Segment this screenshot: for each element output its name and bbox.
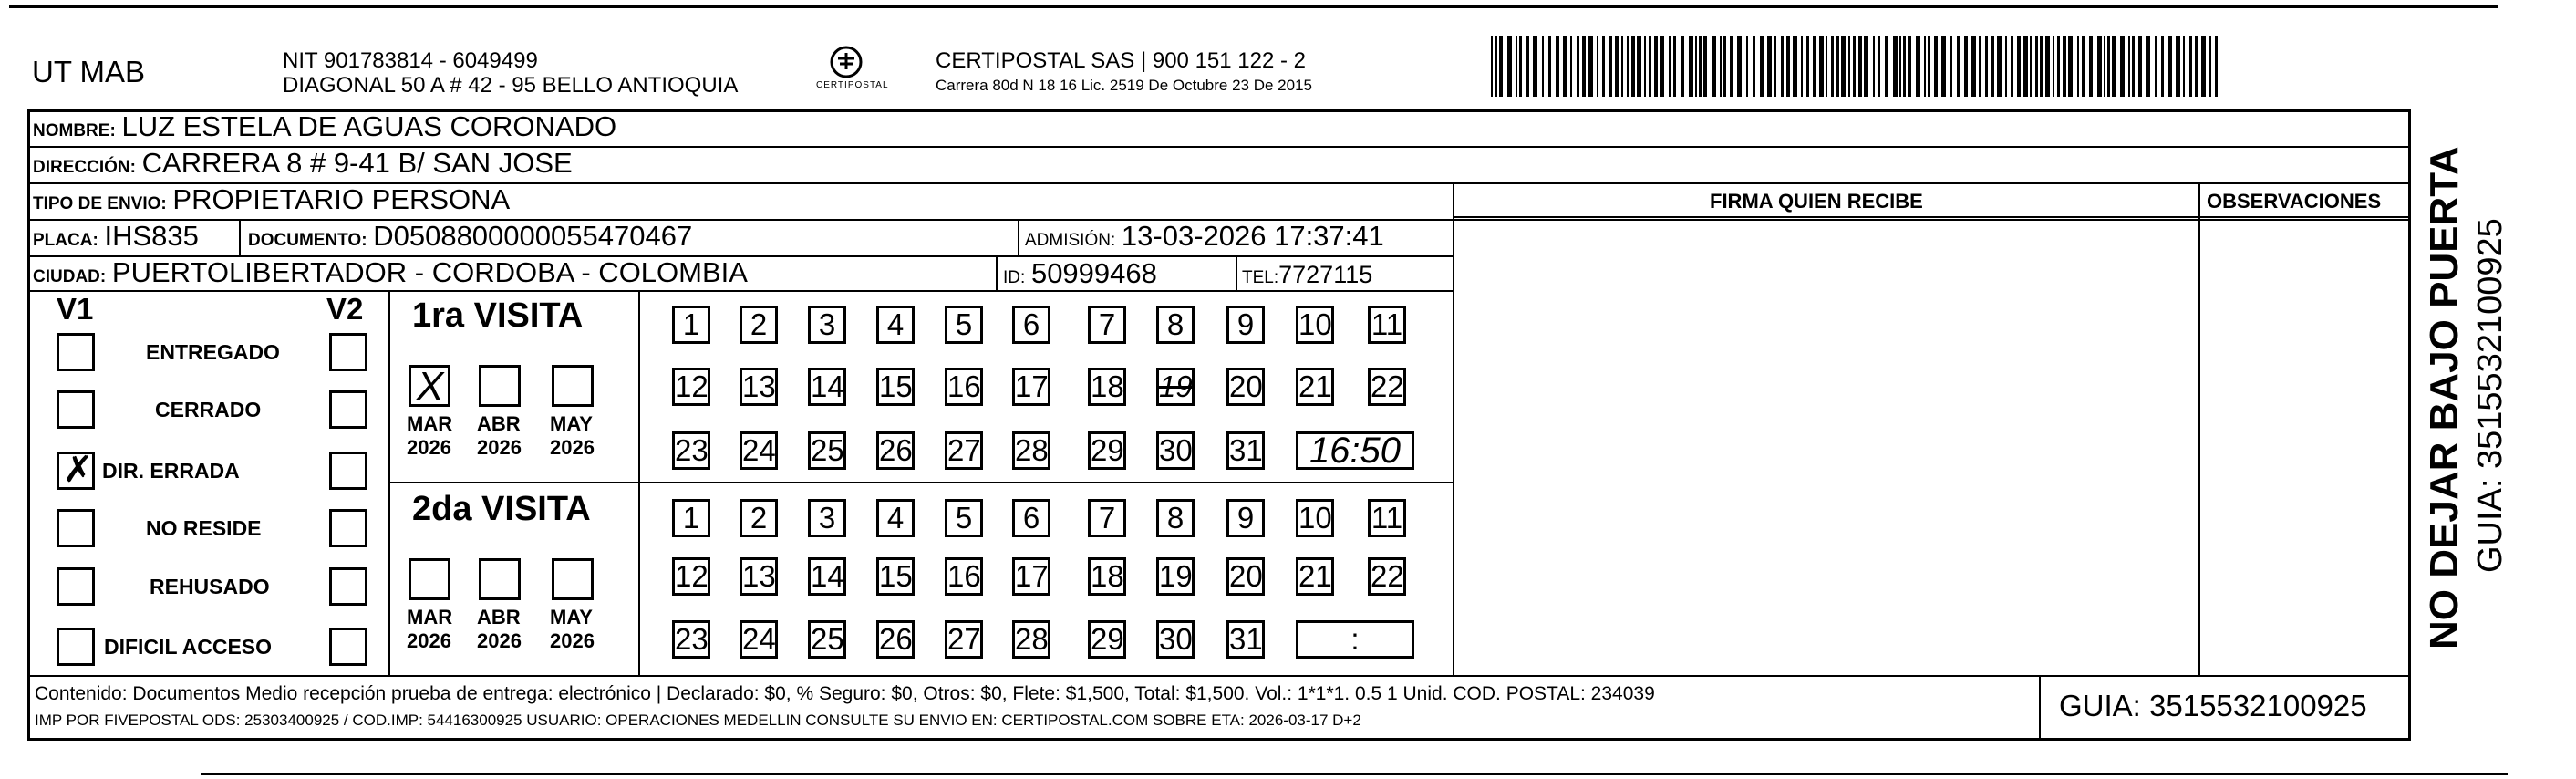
nombre-value: LUZ ESTELA DE AGUAS CORONADO — [121, 110, 617, 142]
month-label: MAY — [550, 606, 593, 628]
company-nit: NIT 901783814 - 6049499 — [283, 48, 538, 73]
day-box[interactable]: 29 — [1088, 431, 1126, 470]
day-box[interactable]: 31 — [1226, 620, 1265, 659]
day-box[interactable]: 3 — [808, 499, 846, 537]
day-box[interactable]: 4 — [876, 499, 915, 537]
logo-icon — [814, 42, 878, 106]
v1-checkbox[interactable] — [57, 333, 95, 371]
day-box[interactable]: 23 — [672, 620, 710, 659]
day-box[interactable]: 8 — [1156, 306, 1195, 344]
month-box[interactable] — [552, 558, 594, 600]
day-box[interactable]: 10 — [1296, 306, 1334, 344]
day-box[interactable]: 16 — [945, 368, 983, 406]
company-name: UT MAB — [32, 55, 146, 88]
id-value: 50999468 — [1030, 257, 1157, 289]
day-box[interactable]: 13 — [740, 557, 778, 596]
day-box[interactable]: 24 — [740, 431, 778, 470]
side-guia: GUIA: 3515532100925 — [2471, 218, 2509, 573]
month-label: MAY — [550, 412, 593, 435]
v1-checkbox[interactable] — [57, 390, 95, 429]
status-label: NO RESIDE — [146, 516, 262, 540]
col-line — [996, 255, 998, 290]
nombre-label: NOMBRE: — [33, 121, 116, 140]
day-box[interactable]: 5 — [945, 499, 983, 537]
tel-field — [1242, 261, 1372, 289]
observaciones-header: OBSERVACIONES — [2207, 190, 2382, 213]
v1-checkbox[interactable] — [57, 509, 95, 547]
day-box[interactable]: 30 — [1156, 620, 1195, 659]
side-notice: NO DEJAR BAJO PUERTA — [2422, 146, 2467, 649]
direccion-value: CARRERA 8 # 9-41 B/ SAN JOSE — [141, 147, 573, 179]
bottom-border-line — [201, 773, 2508, 775]
placa-field — [33, 220, 199, 253]
day-box[interactable]: 22 — [1368, 368, 1406, 406]
day-box[interactable]: 23 — [672, 431, 710, 470]
footer-print-info: IMP POR FIVEPOSTAL ODS: 25303400925 / COD.IMP: 54416300925 USUARIO: OPERACIONES MEDELLIN CONSULTE SU ENVIO EN: CERTIPOSTAL.COM SOBRE ETA: 2026-03-17 D+2 — [35, 711, 1361, 729]
tel-label: TEL: — [1242, 268, 1279, 287]
month-mark: X — [417, 364, 444, 409]
status-label: ENTREGADO — [146, 340, 280, 364]
v1-checkbox[interactable] — [57, 628, 95, 666]
day-box[interactable]: 9 — [1226, 499, 1265, 537]
day-box[interactable]: 27 — [945, 620, 983, 659]
logo-text: CERTIPOSTAL — [816, 80, 889, 90]
status-label: REHUSADO — [150, 575, 270, 598]
footer-contents: Contenido: Documentos Medio recepción prueba de entrega: electrónico | Declarado: $0, % Seguro: $0, Otros: $0, Flete: $1,500, Total: $1,500. Vol.: 1*1*1. 0.5 1 Unid. COD. POSTAL: 234039 — [35, 683, 1655, 704]
v1-checkbox[interactable] — [57, 567, 95, 606]
id-label: ID: — [1003, 268, 1026, 287]
placa-label: PLACA: — [33, 231, 98, 250]
v2-checkbox[interactable] — [329, 452, 367, 490]
day-box[interactable]: 15 — [876, 557, 915, 596]
year-label: 2026 — [550, 629, 595, 652]
col-line — [1018, 219, 1019, 255]
v2-checkbox[interactable] — [329, 509, 367, 547]
year-label: 2026 — [407, 436, 451, 459]
tipo-label: TIPO DE ENVIO: — [33, 194, 167, 213]
day-box[interactable]: 18 — [1088, 557, 1126, 596]
placa-value: IHS835 — [104, 220, 199, 252]
company-address: DIAGONAL 50 A # 42 - 95 BELLO ANTIOQUIA — [283, 73, 739, 98]
status-label: CERRADO — [155, 398, 262, 421]
ciudad-label: CIUDAD: — [33, 267, 107, 286]
row-line — [1453, 216, 2411, 218]
day-box[interactable]: 15 — [876, 368, 915, 406]
documento-label: DOCUMENTO: — [248, 231, 367, 250]
col-line — [2039, 675, 2041, 741]
id-field — [1003, 257, 1157, 290]
day-box[interactable]: 17 — [1012, 557, 1050, 596]
day-box[interactable]: 20 — [1226, 557, 1265, 596]
v2-header: V2 — [326, 292, 364, 326]
day-box[interactable]: 28 — [1012, 620, 1050, 659]
admision-value: 13-03-2026 17:37:41 — [1121, 220, 1384, 252]
row-line — [27, 290, 1454, 292]
day-box[interactable]: 12 — [672, 368, 710, 406]
day-box[interactable]: 10 — [1296, 499, 1334, 537]
year-label: 2026 — [477, 436, 522, 459]
day-box[interactable]: 6 — [1012, 499, 1050, 537]
day-box[interactable]: 6 — [1012, 306, 1050, 344]
ciudad-field — [33, 256, 748, 289]
day-box[interactable]: 3 — [808, 306, 846, 344]
day-box[interactable]: 22 — [1368, 557, 1406, 596]
v2-checkbox[interactable] — [329, 567, 367, 606]
tipo-value: PROPIETARIO PERSONA — [172, 183, 511, 215]
day-box[interactable]: 27 — [945, 431, 983, 470]
documento-field — [248, 220, 692, 253]
month-box[interactable] — [479, 558, 521, 600]
day-box[interactable]: 31 — [1226, 431, 1265, 470]
barcode — [1491, 36, 2220, 97]
barcode-icon — [1491, 36, 2220, 97]
v1-checkbox[interactable] — [57, 452, 95, 490]
certipostal-logo — [814, 42, 889, 106]
day-box[interactable]: 9 — [1226, 306, 1265, 344]
month-label: ABR — [477, 606, 521, 628]
day-box[interactable]: 24 — [740, 620, 778, 659]
v2-checkbox[interactable] — [329, 390, 367, 429]
day-box[interactable]: 28 — [1012, 431, 1050, 470]
month-label: ABR — [477, 412, 521, 435]
day-box[interactable]: 7 — [1088, 499, 1126, 537]
day-box[interactable]: 25 — [808, 431, 846, 470]
time-box[interactable]: 16:50 — [1296, 431, 1414, 470]
col-line — [2198, 182, 2200, 677]
day-box[interactable]: 8 — [1156, 499, 1195, 537]
month-label: MAR — [407, 412, 453, 435]
visit1-title: 1ra VISITA — [412, 296, 584, 335]
day-box[interactable]: 19 — [1156, 557, 1195, 596]
month-box[interactable] — [409, 365, 450, 407]
day-box[interactable]: 26 — [876, 431, 915, 470]
day-box[interactable]: 25 — [808, 620, 846, 659]
col-line — [638, 290, 640, 677]
day-box[interactable]: 1 — [672, 306, 710, 344]
day-box[interactable]: 19 — [1156, 368, 1195, 406]
month-box[interactable] — [552, 365, 594, 407]
direccion-label: DIRECCIÓN: — [33, 158, 136, 177]
footer-guia: GUIA: 3515532100925 — [2059, 689, 2367, 722]
check-mark: ✗ — [63, 450, 94, 490]
month-label: MAR — [407, 606, 453, 628]
col-line — [1236, 255, 1237, 290]
year-label: 2026 — [477, 629, 522, 652]
day-box[interactable]: 14 — [808, 557, 846, 596]
month-box[interactable] — [409, 558, 450, 600]
day-box[interactable]: 7 — [1088, 306, 1126, 344]
year-label: 2026 — [550, 436, 595, 459]
tel-value: 7727115 — [1278, 261, 1373, 288]
day-box[interactable]: 12 — [672, 557, 710, 596]
status-label: DIFICIL ACCESO — [104, 635, 273, 659]
month-box[interactable] — [479, 365, 521, 407]
v2-checkbox[interactable] — [329, 333, 367, 371]
documento-value: D0508800000055470467 — [373, 220, 693, 252]
direccion-field — [33, 147, 573, 180]
day-box[interactable]: 21 — [1296, 368, 1334, 406]
day-box[interactable]: 2 — [740, 499, 778, 537]
col-line — [239, 219, 241, 255]
day-box[interactable]: 4 — [876, 306, 915, 344]
day-box[interactable]: 30 — [1156, 431, 1195, 470]
visit-divider — [388, 482, 1454, 483]
time-box[interactable]: : — [1296, 620, 1414, 659]
day-box[interactable]: 2 — [740, 306, 778, 344]
day-box[interactable]: 13 — [740, 368, 778, 406]
visit2-title: 2da VISITA — [412, 490, 591, 528]
col-line — [388, 290, 390, 677]
day-box[interactable]: 5 — [945, 306, 983, 344]
row-line — [27, 675, 2411, 677]
tipo-field — [33, 183, 510, 216]
day-box[interactable]: 14 — [808, 368, 846, 406]
day-box[interactable]: 21 — [1296, 557, 1334, 596]
firma-header: FIRMA QUIEN RECIBE — [1710, 190, 1923, 213]
day-box[interactable]: 11 — [1368, 499, 1406, 537]
day-box[interactable]: 26 — [876, 620, 915, 659]
courier-address: Carrera 80d N 18 16 Lic. 2519 De Octubre 23 De 2015 — [936, 77, 1312, 94]
v2-checkbox[interactable] — [329, 628, 367, 666]
day-box[interactable]: 20 — [1226, 368, 1265, 406]
day-box[interactable]: 16 — [945, 557, 983, 596]
admision-label: ADMISIÓN: — [1025, 231, 1116, 250]
year-label: 2026 — [407, 629, 451, 652]
day-box[interactable]: 17 — [1012, 368, 1050, 406]
ciudad-value: PUERTOLIBERTADOR - CORDOBA - COLOMBIA — [111, 256, 748, 288]
nombre-field — [33, 110, 616, 143]
col-line — [1453, 182, 1454, 677]
top-border-line — [9, 5, 2498, 8]
v1-header: V1 — [57, 292, 94, 326]
day-box[interactable]: 18 — [1088, 368, 1126, 406]
status-label: DIR. ERRADA — [102, 459, 240, 483]
courier-title: CERTIPOSTAL SAS | 900 151 122 - 2 — [936, 48, 1306, 73]
day-box[interactable]: 11 — [1368, 306, 1406, 344]
admision-field — [1025, 220, 1384, 253]
day-box[interactable]: 1 — [672, 499, 710, 537]
day-box[interactable]: 29 — [1088, 620, 1126, 659]
